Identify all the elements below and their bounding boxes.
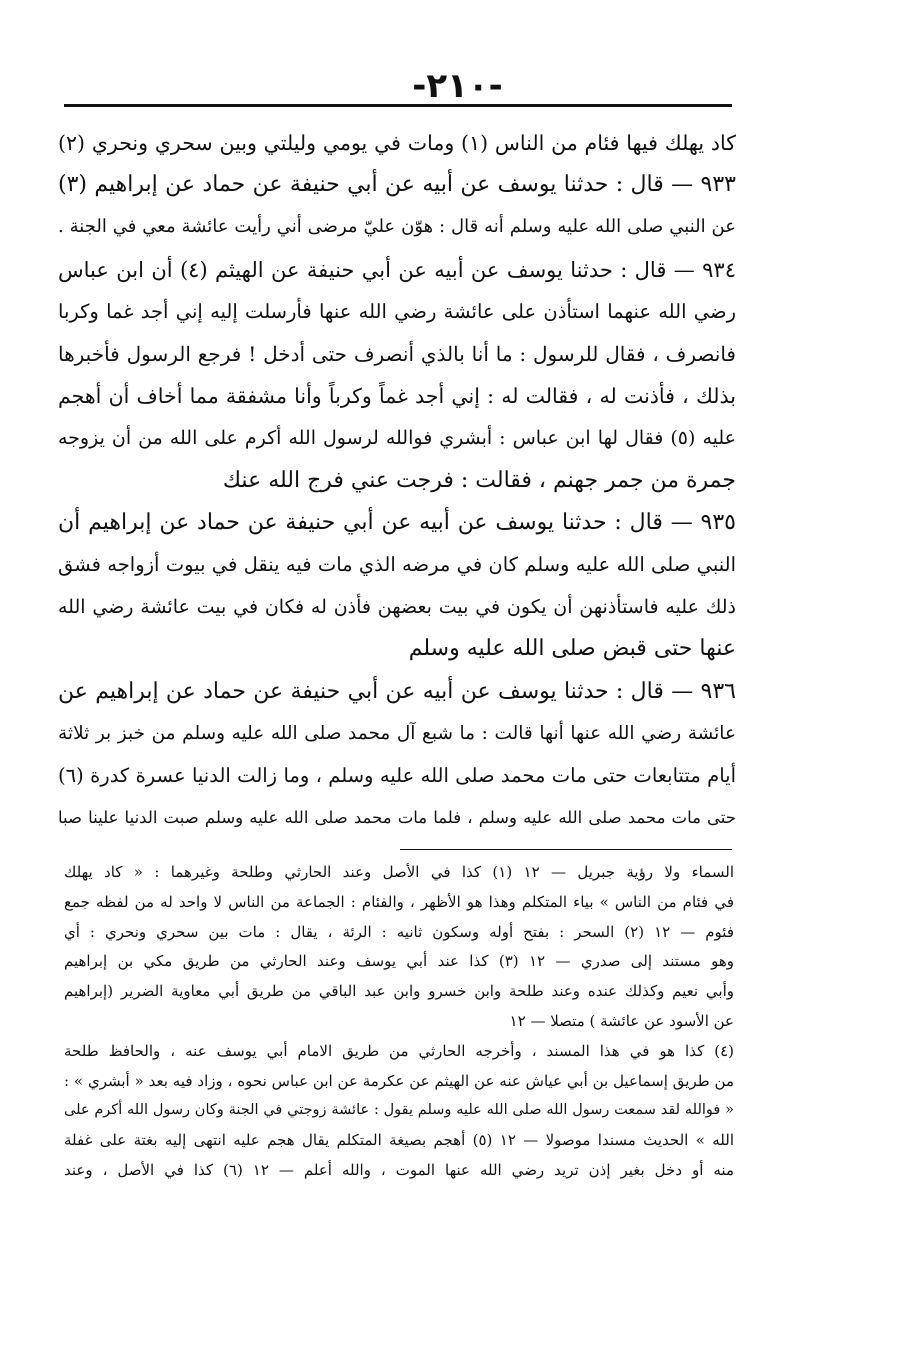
text-line: كاد يهلك فيها فئام من الناس (١) ومات في يومي وليلتي وبين سحري ونحري (٢)	[58, 131, 736, 155]
text-line: أيام متتابعات حتى مات محمد صلى الله عليه وسلم ، وما زالت الدنيا عسرة كدرة (٦)	[58, 764, 736, 788]
text-line: فانصرف ، فقال للرسول : ما أنا بالذي أنصرف حتى أدخل ! فرجع الرسول فأخبرها	[58, 342, 736, 367]
footnote-line: منه أو دخل بغير إذن تريد رضي الله عنها الموت ، والله أعلم — ١٢ (٦) كذا في الأصل ، وعند	[64, 1160, 734, 1179]
footnote-line: (٤) كذا هو في هذا المسند ، وأخرجه الحارثي من طريق الامام أبي يوسف عنه ، والحافظ طلحة	[64, 1041, 734, 1060]
text-line: جمرة من جمر جهنم ، فقالت : فرجت عني فرج الله عنك	[222, 467, 736, 493]
text-line: عن النبي صلى الله عليه وسلم أنه قال : هوّن عليّ مرضى أني رأيت عائشة معي في الجنة .	[58, 216, 736, 238]
hadith-936-line: ٩٣٦ — قال : حدثنا يوسف عن أبيه عن أبي حنيفة عن حماد عن إبراهيم عن	[58, 678, 736, 704]
text-line: بذلك ، فأذنت له ، فقالت له : إني أجد غماً وكرباً وأنا مشفقة مما أخاف أن أهجم	[58, 384, 736, 409]
text-line: رضي الله عنهما استأذن على عائشة رضي الله عنها فأرسلت إليه إني أجد غما وكربا	[58, 299, 736, 323]
main-text	[58, 122, 736, 839]
footnote-line: وهو مستند إلى صدري — ١٢ (٣) كذا عند أبي يوسف وعند الحارثي من طريق مكي بن إبراهيم	[64, 952, 734, 971]
hadith-934-line: ٩٣٤ — قال : حدثنا يوسف عن أبيه عن أبي حنيفة عن الهيثم (٤) أن ابن عباس	[58, 257, 736, 282]
text-line: ذلك عليه فاستأذنهن أن يكون في بيت بعضهن فأذن له فكان في بيت عائشة رضي الله	[58, 596, 736, 619]
text-line: النبي صلى الله عليه وسلم كان في مرضه الذي مات فيه ينقل في بيوت أزواجه فشق	[58, 553, 736, 577]
hadith-933-line: ٩٣٣ — قال : حدثنا يوسف عن أبيه عن أبي حنيفة عن حماد عن إبراهيم (٣)	[58, 172, 736, 198]
hadith-935-line: ٩٣٥ — قال : حدثنا يوسف عن أبيه عن أبي حنيفة عن حماد عن إبراهيم أن	[58, 509, 736, 535]
text-line: عائشة رضي الله عنها أنها قالت : ما شبع آل محمد صلى الله عليه وسلم من خبز بر ثلاثة	[58, 722, 736, 744]
footnote-line: « فوالله لقد سمعت رسول الله صلى الله عليه وسلم يقول : عائشة زوجتي في الجنة وكان رسول الله أكرم على	[64, 1102, 734, 1119]
footnote-line: في فئام من الناس » بياء المتكلم وهذا هو الأظهر ، والفئام : الجماعة من الناس لا واحد له من لفظه جمع	[64, 892, 734, 911]
footnote-line: عن الأسود عن عائشة ) متصلا — ١٢	[509, 1011, 734, 1030]
text-line: عليه (٥) فقال لها ابن عباس : أبشري فوالله لرسول الله أكرم على الله من أن يزوجه	[58, 427, 736, 450]
footnote-line: من طريق إسماعيل بن أبي عياش عنه عن الهيثم عن عكرمة عن ابن عباس نحوه ، وزاد فيه بعد « أبشري » :	[64, 1071, 734, 1090]
footnote-line: وأبي نعيم وكذلك عنده وعند طلحة وابن خسرو وابن عبد الباقي من طريق أبي معاوية الضرير (إبراهيم	[64, 982, 734, 1001]
footnotes-rule	[400, 849, 732, 850]
footnote-line: فئوم — ١٢ (٢) السحر : بفتح أوله وسكون ثانيه : الرئة ، يقال : مات بين سحري ونحري : أي	[64, 922, 734, 941]
text-line: عنها حتى قبض صلى الله عليه وسلم	[408, 636, 736, 662]
footnotes	[64, 858, 734, 1186]
footnote-line: الله » الحديث مسندا موصولا — ١٢ (٥) أهجم بصيغة المتكلم يقال هجم عليه انتهى إليه بغتة على غفلة	[64, 1131, 734, 1150]
text-line: حتى مات محمد صلى الله عليه وسلم ، فلما مات محمد صلى الله عليه وسلم صبت الدنيا علينا صبا	[58, 808, 736, 828]
footnote-line: السماء ولا رؤية جبريل — ١٢ (١) كذا في الأصل وعند الحارثي وطلحة وغيرهما : « كاد يهلك	[64, 863, 734, 881]
page-number: -٢١٠-	[412, 66, 503, 106]
header-rule	[64, 104, 732, 107]
